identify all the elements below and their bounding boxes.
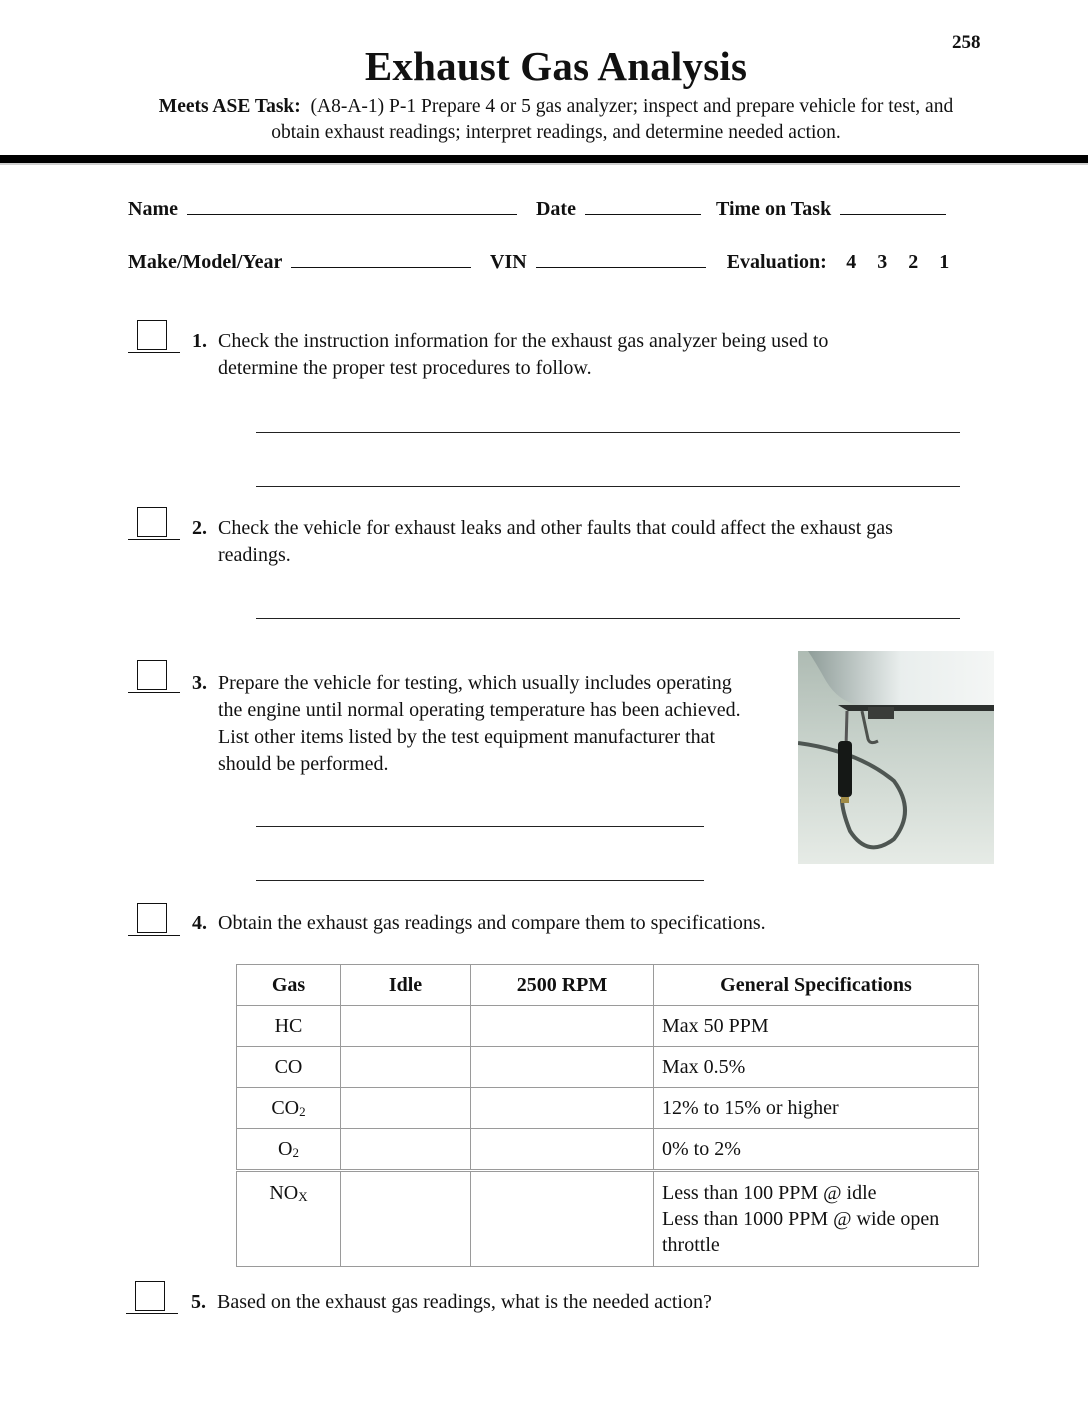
exhaust-probe-photo-icon [798, 651, 994, 864]
step-2-line: Check the vehicle for exhaust leaks and other faults that could affect the exhaust gas [218, 517, 893, 539]
step-3-answer-line-1[interactable] [256, 826, 704, 827]
step-5-number: 5. [191, 1291, 206, 1313]
table-row [237, 1088, 979, 1129]
specification-cell: Max 0.5% [654, 1047, 979, 1088]
header-divider [0, 155, 1088, 163]
specification-line: Less than 100 PPM @ idle [662, 1182, 877, 1204]
idle-reading-cell[interactable] [341, 1171, 471, 1267]
column-header-idle: Idle [341, 965, 471, 1006]
specification-cell: 12% to 15% or higher [654, 1088, 979, 1129]
table-header-row [237, 965, 979, 1006]
gas-name [237, 1088, 341, 1129]
step-2-check-line [128, 539, 180, 540]
step-1-checkbox[interactable] [137, 320, 167, 350]
step-2-line: readings. [218, 544, 291, 566]
step-3-line: List other items listed by the test equipment manufacturer that [218, 726, 716, 748]
column-header-gas: Gas [237, 965, 341, 1006]
gas-name [237, 1129, 341, 1171]
page-number: 258 [952, 32, 981, 53]
table-row [237, 1171, 979, 1267]
make-model-year-label: Make/Model/Year [128, 251, 283, 273]
evaluation-label: Evaluation: [726, 251, 827, 273]
gas-name [237, 1047, 341, 1088]
step-4-checkbox[interactable] [137, 903, 167, 933]
step-1-line: determine the proper test procedures to follow. [218, 357, 592, 379]
ase-task-text-1: (A8-A-1) P-1 Prepare 4 or 5 gas analyzer; inspect and prepare vehicle for test, and [310, 96, 954, 117]
vin-label: VIN [490, 251, 527, 273]
evaluation-option-2[interactable]: 2 [908, 251, 919, 273]
step-2-text [218, 515, 893, 569]
gas-formula: HC [274, 1014, 303, 1037]
evaluation-options [836, 251, 960, 273]
step-5-line: Based on the exhaust gas readings, what is the needed action? [217, 1291, 712, 1313]
gas-formula: O [278, 1137, 293, 1160]
step-2-checkbox-group [128, 507, 180, 543]
step-4-line: Obtain the exhaust gas readings and compare them to specifications. [218, 912, 766, 934]
specification-cell [654, 1171, 979, 1267]
ase-task-description [100, 94, 1012, 146]
step-5-text [217, 1289, 712, 1316]
step-4-text [218, 910, 766, 937]
step-5-checkbox-group [126, 1281, 178, 1317]
2500-rpm-reading-cell[interactable] [471, 1047, 654, 1088]
student-info-row [128, 196, 950, 221]
idle-reading-cell[interactable] [341, 1088, 471, 1129]
table-row [237, 1006, 979, 1047]
evaluation-option-3[interactable]: 3 [877, 251, 888, 273]
gas-formula: CO [271, 1096, 300, 1119]
idle-reading-cell[interactable] [341, 1129, 471, 1171]
gas-name [237, 1171, 341, 1267]
vin-field[interactable] [536, 249, 706, 268]
specification-line: Less than 1000 PPM @ wide open [662, 1208, 940, 1230]
step-3-answer-line-2[interactable] [256, 880, 704, 881]
2500-rpm-reading-cell[interactable] [471, 1006, 654, 1047]
make-model-year-field[interactable] [291, 249, 471, 268]
step-2-answer-line-1[interactable] [256, 618, 960, 619]
gas-formula: NO [269, 1182, 299, 1204]
2500-rpm-reading-cell[interactable] [471, 1171, 654, 1267]
step-4-check-line [128, 935, 180, 936]
step-3-number: 3. [192, 672, 207, 694]
exhaust-probe-photo [798, 651, 994, 864]
time-on-task-field[interactable] [840, 196, 946, 215]
gas-name [237, 1006, 341, 1047]
step-3-line: Prepare the vehicle for testing, which usually includes operating [218, 672, 732, 694]
date-label: Date [535, 198, 576, 220]
idle-reading-cell[interactable] [341, 1006, 471, 1047]
vehicle-info-row [128, 249, 960, 274]
header-divider-shadow [0, 163, 1088, 165]
ase-task-label: Meets ASE Task: [158, 96, 301, 117]
ase-task-text-2: obtain exhaust readings; interpret readings, and determine needed action. [271, 122, 841, 143]
evaluation-option-4[interactable]: 4 [846, 251, 857, 273]
idle-reading-cell[interactable] [341, 1047, 471, 1088]
step-4-checkbox-group [128, 903, 180, 939]
step-3-line: should be performed. [218, 753, 389, 775]
2500-rpm-reading-cell[interactable] [471, 1129, 654, 1171]
step-3-checkbox-group [128, 660, 180, 696]
step-2-checkbox[interactable] [137, 507, 167, 537]
step-3-line: the engine until normal operating temperature has been achieved. [218, 699, 741, 721]
gas-subscript: 2 [299, 1103, 306, 1119]
step-1-checkbox-group [128, 320, 180, 356]
gas-subscript: X [298, 1189, 308, 1204]
step-1-line: Check the instruction information for the exhaust gas analyzer being used to [218, 330, 829, 352]
step-1-answer-line-2[interactable] [256, 486, 960, 487]
specification-cell: Max 50 PPM [654, 1006, 979, 1047]
step-3-text [218, 670, 741, 778]
step-1-answer-line-1[interactable] [256, 432, 960, 433]
step-2-number: 2. [192, 517, 207, 539]
column-header-general-specifications: General Specifications [654, 965, 979, 1006]
name-label: Name [128, 198, 178, 220]
step-1-text [218, 328, 828, 382]
exhaust-readings-table [236, 964, 979, 1267]
table-row [237, 1129, 979, 1171]
gas-formula: CO [274, 1055, 303, 1078]
evaluation-option-1[interactable]: 1 [939, 251, 950, 273]
step-3-checkbox[interactable] [137, 660, 167, 690]
date-field[interactable] [585, 196, 701, 215]
column-header-2500-rpm: 2500 RPM [471, 965, 654, 1006]
gas-subscript: 2 [292, 1144, 299, 1160]
specification-cell: 0% to 2% [654, 1129, 979, 1171]
time-on-task-label: Time on Task [715, 198, 832, 220]
2500-rpm-reading-cell[interactable] [471, 1088, 654, 1129]
name-field[interactable] [187, 196, 517, 215]
specification-line: throttle [662, 1234, 720, 1256]
step-1-number: 1. [192, 330, 207, 352]
step-1-check-line [128, 352, 180, 353]
page-title: Exhaust Gas Analysis [364, 43, 748, 89]
table-row [237, 1047, 979, 1088]
step-4-number: 4. [192, 912, 207, 934]
step-5-checkbox[interactable] [135, 1281, 165, 1311]
step-3-check-line [128, 692, 180, 693]
step-5-check-line [126, 1313, 178, 1314]
